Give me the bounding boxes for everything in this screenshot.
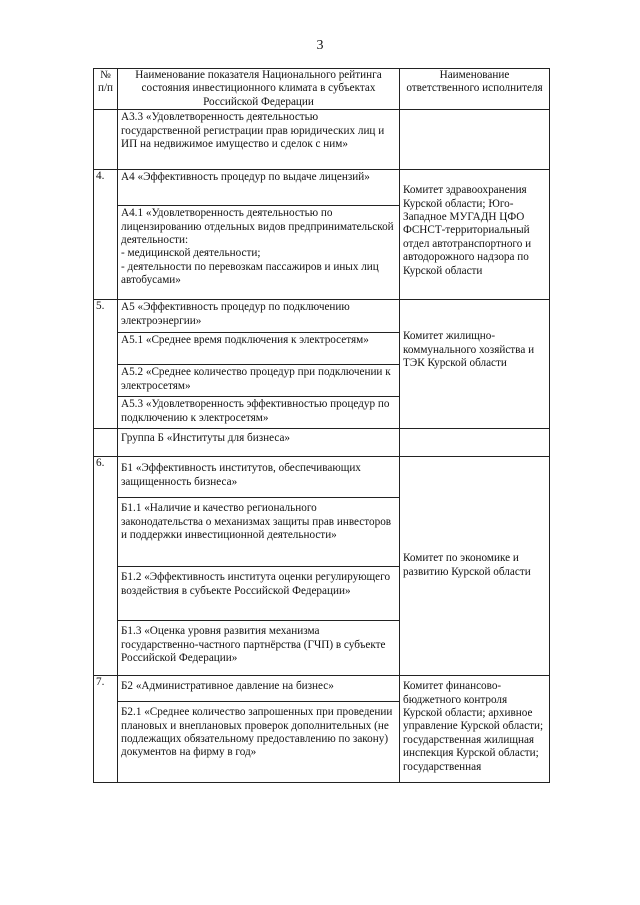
- indicator-a51: А5.1 «Среднее время подключения к электросетям»: [118, 332, 399, 364]
- indicator-a41: А4.1 «Удовлетворенность деятельностью по лицензированию отдельных видов предпринимательской деятельности: - медицинской деятельности; - деятельности по перевозкам пассажиров и иных лиц автобусами»: [118, 205, 399, 299]
- indicator-b1: Б1 «Эффективность институтов, обеспечивающих защищенность бизнеса»: [121, 462, 361, 488]
- table-row: [94, 300, 550, 429]
- indicator-b21: Б2.1 «Среднее количество запрошенных при проведении плановых и внеплановых проверок дополнительных (не подлежащих обязательному предоставлению по закону) документов на фирму в год»: [118, 701, 399, 782]
- indicator-a33: А3.3 «Удовлетворенность деятельностью государственной регистрации прав юридических лиц и ИП на недвижимое имущество и сделок с ним»: [121, 111, 385, 151]
- header-num: № п/п: [94, 69, 118, 110]
- responsible-r6: Комитет по экономике и развитию Курской области: [403, 552, 531, 578]
- indicator-a52: А5.2 «Среднее количество процедур при подключении к электросетям»: [118, 364, 399, 396]
- responsible-r5: Комитет жилищно-коммунального хозяйства и ТЭК Курской области: [403, 330, 535, 370]
- indicator-b12: Б1.2 «Эффективность института оценки регулирующего воздействия в субъекте Российской Федерации»: [118, 566, 399, 620]
- header-responsible: Наименование ответственного исполнителя: [400, 69, 550, 110]
- row-number: 4.: [94, 170, 118, 300]
- indicator-b11: Б1.1 «Наличие и качество регионального законодательства о механизмах защиты прав инвесторов и поддержки инвестиционной деятельности»: [118, 497, 399, 566]
- indicator-a53: А5.3 «Удовлетворенность эффективностью процедур по подключению к электросетям»: [118, 396, 399, 428]
- indicator-b2: Б2 «Административное давление на бизнес»: [121, 680, 334, 693]
- table-row: [94, 457, 550, 676]
- header-indicator: Наименование показателя Национального рейтинга состояния инвестиционного климата в субъектах Российской Федерации: [118, 69, 400, 110]
- row-number: 5.: [94, 300, 118, 429]
- table-row: [94, 676, 550, 783]
- table-row: [94, 429, 550, 457]
- indicators-table: [93, 68, 550, 783]
- responsible-r4: Комитет здравоохранения Курской области; Юго-Западное МУГАДН ЦФО ФСНСТ-территориальный отдел автотранспортного и автодорожного надзора по Курской области: [403, 184, 532, 277]
- indicator-b13: Б1.3 «Оценка уровня развития механизма государственно-частного партнёрства (ГЧП) в субъекте Российской Федерации»: [118, 620, 399, 675]
- row-number: 7.: [94, 676, 118, 783]
- indicator-a4: А4 «Эффективность процедур по выдаче лицензий»: [121, 171, 370, 184]
- row-number: 6.: [94, 457, 118, 676]
- group-b-heading: Группа Б «Институты для бизнеса»: [121, 432, 291, 445]
- table-row: [94, 110, 550, 170]
- page-number: 3: [316, 38, 324, 53]
- table-row: [94, 170, 550, 300]
- responsible-r7: Комитет финансово-бюджетного контроля Курской области; архивное управление Курской области; государственная жилищная инспекция Курской области; государственная: [403, 680, 544, 773]
- table-header-row: [94, 69, 550, 110]
- indicator-a5: А5 «Эффективность процедур по подключению электроэнергии»: [121, 301, 350, 327]
